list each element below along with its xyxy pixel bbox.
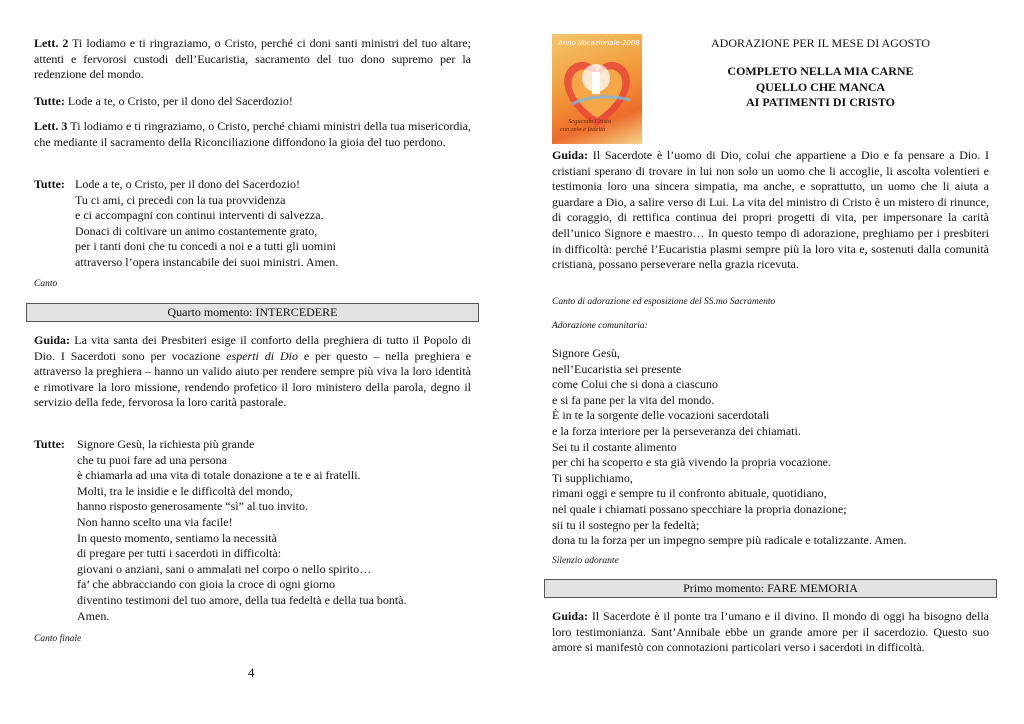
prayer-line: sii tu il sostegno per la fedeltà; [552,517,700,532]
canto-finale-note: Canto finale [34,634,82,644]
guida1-paragraph [552,148,989,273]
prayer-line: Ti supplichiamo, [552,470,633,485]
lett2-text: Ti lodiamo e ti ringraziamo, o Cristo, perché ci doni santi ministri del tuo altare; attenti e fervorosi custodi dell’Eucaristia, sacramento del tuo dono supremo per la redenzione del mondo. [34,36,471,82]
tutte3-label: Tutte: [34,437,65,451]
tutte3-line: che tu puoi fare ad una persona [77,452,227,467]
tutte3-line: di pregare per tutti i sacerdoti in difficoltà: [77,546,282,561]
adoration-prayer [552,346,907,549]
prayer-line: rimani oggi e sempre tu il confronto abituale, quotidiano, [552,486,827,501]
tutte3-line: fa’ che abbracciando con gioia la croce di ogni giorno [77,577,335,592]
guida-text-2: e per questo – nella preghiera e attraverso la preghiera – hanno un valido aiuto per rendere sempre più viva la loro identità e rimotivare la loro missione, rendendo profetico il loro ministero della parola, degno il servizio della fede, fervorosa la loro carità pastorale. [34,348,472,410]
canto-adorazione-note: Canto di adorazione ed esposizione del SS.mo Sacramento [552,297,776,307]
guida-paragraph [34,333,471,411]
anno-vocazionale-logo [552,34,642,144]
lett3-text: Ti lodiamo e ti ringraziamo, o Cristo, perché chiami ministri della tua misericordia, che mediante il sacramento della Riconciliazione diffondono la gioia del tuo perdono. [34,119,472,149]
tutte2-label: Tutte: [34,177,65,191]
canto-note: Canto [34,279,58,289]
tutte2-line: Lode a te, o Cristo, per il dono del Sacerdozio! [75,177,300,191]
title-line: COMPLETO NELLA MIA CARNE [727,64,914,78]
logo-title: Anno Vocazionale 2008 [558,39,640,47]
tutte3-line: giovani o anziani, sani o ammalati nel corpo o nello spirito… [77,561,372,576]
prayer-line: Signore Gesù, [552,346,620,360]
guida-text-1: La vita santa dei Presbiteri esige il conforto della preghiera di tutto il Popolo di Dio. I Sacerdoti sono per vocazione [34,333,472,363]
tutte2-line: Tu ci ami, ci precedi con la tua provvidenza [75,192,286,207]
tutte2-prayer [34,177,471,271]
guida2-label: Guida: [552,609,589,623]
silenzio-note: Silenzio adorante [552,556,619,566]
tutte1-label: Tutte: [34,94,65,108]
prayer-line: come Colui che si dona a ciascuno [552,377,718,392]
tutte3-line: Molti, tra le insidie e le difficoltà del mondo, [77,483,293,498]
prayer-line: per chi ha scoperto e sta già vivendo la propria vocazione. [552,455,831,470]
lett2-paragraph [34,36,471,83]
guida-text-em: esperti di Dio [226,348,298,363]
prayer-line: dona tu la forza per un impegno sempre più radicale e totalizzante. Amen. [552,533,907,548]
tutte3-line: è chiamarla ad una vita di totale donazione a te e ai fratelli. [77,468,361,483]
guida2-paragraph [552,609,989,656]
prayer-line: Sei tu il costante alimento [552,439,677,454]
prayer-line: nell’Eucaristia sei presente [552,361,682,376]
page-header: ADORAZIONE PER IL MESE DI AGOSTO [711,36,930,50]
tutte3-line: Non hanno scelto una via facile! [77,514,233,529]
tutte3-line: diventino testimoni del tuo amore, della tua fedeltà e della tua bontà. [77,592,407,607]
title-line: AI PATIMENTI DI CRISTO [745,95,896,109]
tutte2-line: attraverso l’opera instancabile dei suoi ministri. Amen. [75,254,339,269]
tutte1-text: Lode a te, o Cristo, per il dono del Sacerdozio! [67,94,293,108]
title-line: QUELLO CHE MANCA [755,79,886,94]
page-number: 4 [248,665,255,680]
guida2-text: Il Sacerdote è il ponte tra l’umano e il divino. Il mondo di oggi ha bisogno della loro testimonianza. Sant’Annibale ebbe un grande amore per il sacerdozio. Questo suo amore si manifestò con connotazioni particolari verso i sacerdoti in difficoltà. [552,609,990,655]
tutte2-line: e ci accompagni con continui interventi di salvezza. [75,208,324,223]
tutte2-line: Donaci di coltivare un animo costantemente grato, [75,223,318,238]
section-box-fare-memoria: Primo momento: FARE MEMORIA [544,579,997,598]
tutte3-line: In questo momento, sentiamo la necessità [77,530,277,545]
prayer-line: e si fa pane per la vita del mondo. [552,392,715,407]
logo-motto-line-2: con zelo e fedeltà [560,126,606,133]
prayer-line: e la forza interiore per la perseveranza dei chiamati. [552,423,801,438]
logo-motto-line-1: Seguendo Cristo [568,118,612,125]
tutte3-line: hanno risposto generosamente “sì” al tuo invito. [77,499,308,514]
lett3-paragraph [34,119,471,150]
tutte3-prayer [34,437,471,624]
lett2-label: Lett. 2 [34,36,69,50]
section-box-intercedere: Quarto momento: INTERCEDERE [26,303,479,322]
tutte2-line: per i tanti doni che tu concedi a noi e a tutti gli uomini [75,239,336,254]
prayer-line: nel quale i chiamati possano specchiare la propria donazione; [552,501,847,516]
page-title [652,64,989,111]
tutte3-line: Amen. [77,608,110,623]
tutte1-paragraph [34,94,471,110]
prayer-line: È in te la sorgente delle vocazioni sacerdotali [552,408,770,423]
tutte3-line: Signore Gesù, la richiesta più grande [77,437,255,451]
adorazione-comunitaria-note: Adorazione comunitaria: [552,321,648,331]
logo-motto [560,118,612,134]
guida-label: Guida: [34,333,71,347]
guida1-label: Guida: [552,148,589,162]
guida1-text: Il Sacerdote è l’uomo di Dio, colui che appartiene a Dio e fa pensare a Dio. I cristiani sperano di trovare in lui non solo un uomo che li accoglie, li ascolta volentieri e testimonia loro una sincera simpatia, ma anche, e soprattutto, un uomo che li aiuta a guardare a Dio, a salire verso di Lui. La vita del ministro di Cristo è un mistero di rinunce, di coraggio, di rettifica continua dei propri progetti di vita, per impersonare la carità dell’unico Signore e maestro… In questo tempo di adorazione, preghiamo per i presbiteri in difficoltà: perché l’Eucaristia plasmi sempre più la loro vita e, sostenuti dalla comunità cristiana, possano perseverare nella grazia ricevuta. [552,148,989,272]
lett3-label: Lett. 3 [34,119,68,133]
